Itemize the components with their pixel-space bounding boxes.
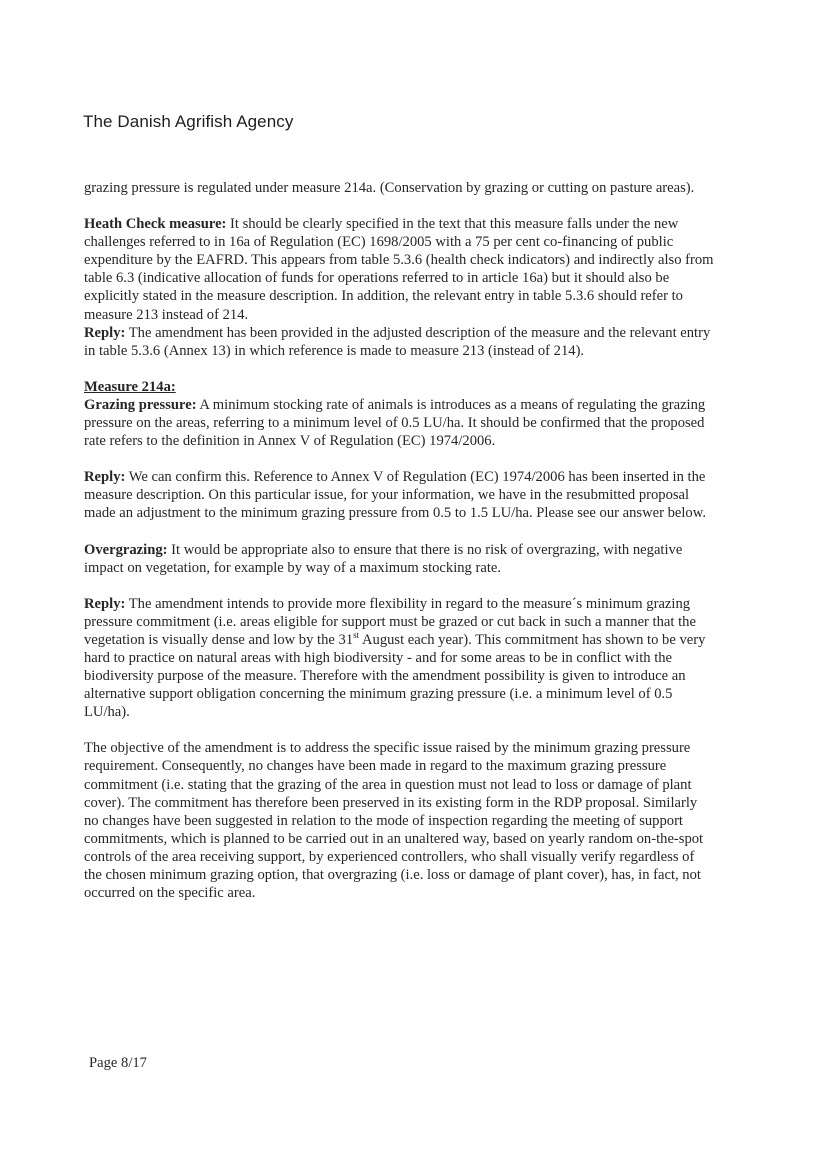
overgrazing-heading: Overgrazing: xyxy=(84,541,168,558)
paragraph-reply-health-check xyxy=(84,324,714,360)
measure-214a-heading: Measure 214a: xyxy=(84,378,176,395)
reply-text: The amendment has been provided in the adjusted description of the measure and the relevant entry in table 5.3.6 (Annex 13) in which reference is made to measure 213 (instead of 214). xyxy=(84,324,711,359)
reply-text: We can confirm this. Reference to Annex V of Regulation (EC) 1974/2006 has been inserted in the measure description. On this particular issue, for your information, we have in the resubmitted proposal made an adjustment to the minimum grazing pressure from 0.5 to 1.5 LU/ha. Please see our answer below. xyxy=(84,469,706,522)
document-body xyxy=(84,179,714,902)
ordinal-suffix: st xyxy=(353,629,360,640)
reply-heading: Reply: xyxy=(84,324,126,341)
paragraph-objective: The objective of the amendment is to address the specific issue raised by the minimum grazing pressure requirement. Consequently, no changes have been made in regard to the maximum grazing pressure commitment (i.e. stating that the grazing of the area in question must not lead to loss or damage of plant cover). The commitment has therefore been preserved in its existing form in the RDP proposal. Similarly no changes have been suggested in relation to the mode of inspection regarding the meeting of support commitments, which is planned to be carried out in an unaltered way, based on yearly random on-the-spot controls of the area receiving support, by experienced controllers, who shall visually verify regardless of the chosen minimum grazing option, that overgrazing (i.e. loss or damage of plant cover), has, in fact, not occurred on the specific area. xyxy=(84,740,704,902)
page-number: Page 8/17 xyxy=(89,1055,147,1071)
health-check-text: It should be clearly specified in the text that this measure falls under the new challenges referred to in 16a of Regulation (EC) 1698/2005 with a 75 per cent co-financing of public expenditure by the EAFRD. This appears from table 5.3.6 (health check indicators) and indirectly also from table 6.3 (indicative allocation of funds for operations referred to in article 16a) but it should also be explicitly stated in the measure description. In addition, the relevant entry in table 5.3.6 should refer to measure 213 instead of 214. xyxy=(84,216,714,323)
reply-heading: Reply: xyxy=(84,595,126,612)
paragraph-reply-overgrazing xyxy=(84,595,714,722)
paragraph-health-check xyxy=(84,215,714,324)
paragraph-grazing-pressure xyxy=(84,396,714,450)
grazing-pressure-heading: Grazing pressure: xyxy=(84,396,197,413)
paragraph-grazing-intro: grazing pressure is regulated under measure 214a. (Conservation by grazing or cutting on pasture areas). xyxy=(84,180,695,196)
reply-heading: Reply: xyxy=(84,469,126,486)
reply-text-a: The amendment intends to provide more flexibility in regard to the measure´s minimum grazing pressure commitment (i.e. areas eligible for support must be grazed or cut back in such a manner that the vegetation is visually dense and low by the 31 xyxy=(84,595,696,648)
agency-header: The Danish Agrifish Agency xyxy=(83,112,294,131)
section-heading-measure-214a xyxy=(84,378,714,396)
grazing-pressure-text: A minimum stocking rate of animals is introduces as a means of regulating the grazing pressure on the areas, referring to a minimum level of 0.5 LU/ha. It should be confirmed that the proposed rate refers to the definition in Annex V of Regulation (EC) 1974/2006. xyxy=(84,396,706,450)
overgrazing-text: It would be appropriate also to ensure that there is no risk of overgrazing, with negative impact on vegetation, for example by way of a maximum stocking rate. xyxy=(84,541,683,576)
reply-text-b: August each year). This commitment has shown to be very hard to practice on natural areas with high biodiversity - and for some areas to be in conflict with the biodiversity purpose of the measure. Therefore with the amendment possibility is given to introduce an alternative support obligation concerning the minimum grazing pressure (i.e. a minimum level of 0.5 LU/ha). xyxy=(84,631,706,721)
paragraph-overgrazing xyxy=(84,541,714,577)
paragraph-reply-grazing xyxy=(84,468,714,522)
health-check-heading: Heath Check measure: xyxy=(84,216,227,233)
